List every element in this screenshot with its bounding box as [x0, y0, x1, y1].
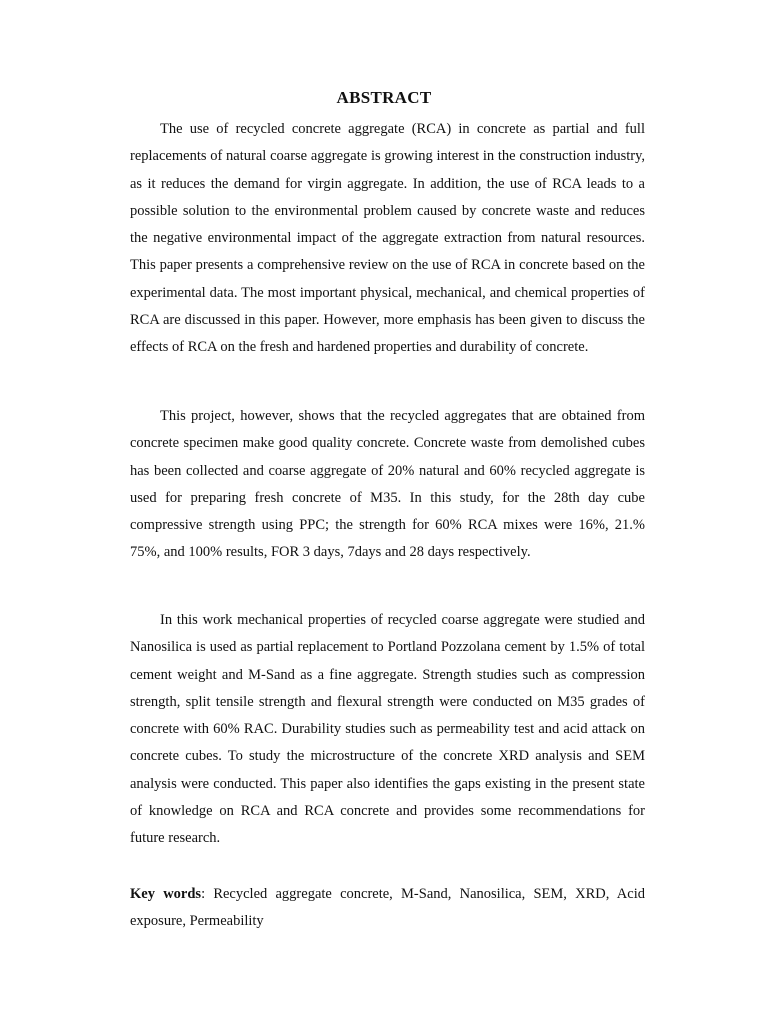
abstract-paragraph-3: In this work mechanical properties of recycled coarse aggregate were studied and Nanosilica is used as partial replacement to Portland Pozzolana cement by 1.5% of total cement weight and M-Sand as a fine aggregate. Strength studies such as compression strength, split tensile strength and flexural strength were conducted on M35 grades of concrete with 60% RAC. Durability studies such as permeability test and acid attack on concrete cubes. To study the microstructure of the concrete XRD analysis and SEM analysis were conducted. This paper also identifies the gaps existing in the present state of knowledge on RCA and RCA concrete and provides some recommendations for future research.: [130, 612, 645, 847]
abstract-paragraph-1: The use of recycled concrete aggregate (RCA) in concrete as partial and full replacements of natural coarse aggregate is growing interest in the construction industry, as it reduces the demand for virgin aggregate. In addition, the use of RCA leads to a possible solution to the environmental problem caused by concrete waste and reduces the negative environmental impact of the aggregate extraction from natural resources. This paper presents a comprehensive review on the use of RCA in concrete based on the experimental data. The most important physical, mechanical, and chemical properties of RCA are discussed in this paper. However, more emphasis has been given to discuss the effects of RCA on the fresh and hardened properties and durability of concrete.: [130, 121, 645, 356]
keywords-text: Recycled aggregate concrete, M-Sand, Nanosilica, SEM, XRD, Acid exposure, Permeability: [130, 886, 645, 930]
abstract-paragraph-2: This project, however, shows that the recycled aggregates that are obtained from concrete specimen make good quality concrete. Concrete waste from demolished cubes has been collected and coarse aggregate of 20% natural and 60% recycled aggregate is used for preparing fresh concrete of M35. In this study, for the 28th day cube compressive strength using PPC; the strength for 60% RCA mixes were 16%, 21.% 75%, and 100% results, FOR 3 days, 7days and 28 days respectively.: [130, 408, 645, 561]
keywords-label: Key words: [130, 886, 202, 902]
keywords-separator: :: [201, 886, 214, 902]
keywords-line: [130, 881, 645, 936]
abstract-title: ABSTRACT: [336, 88, 432, 107]
